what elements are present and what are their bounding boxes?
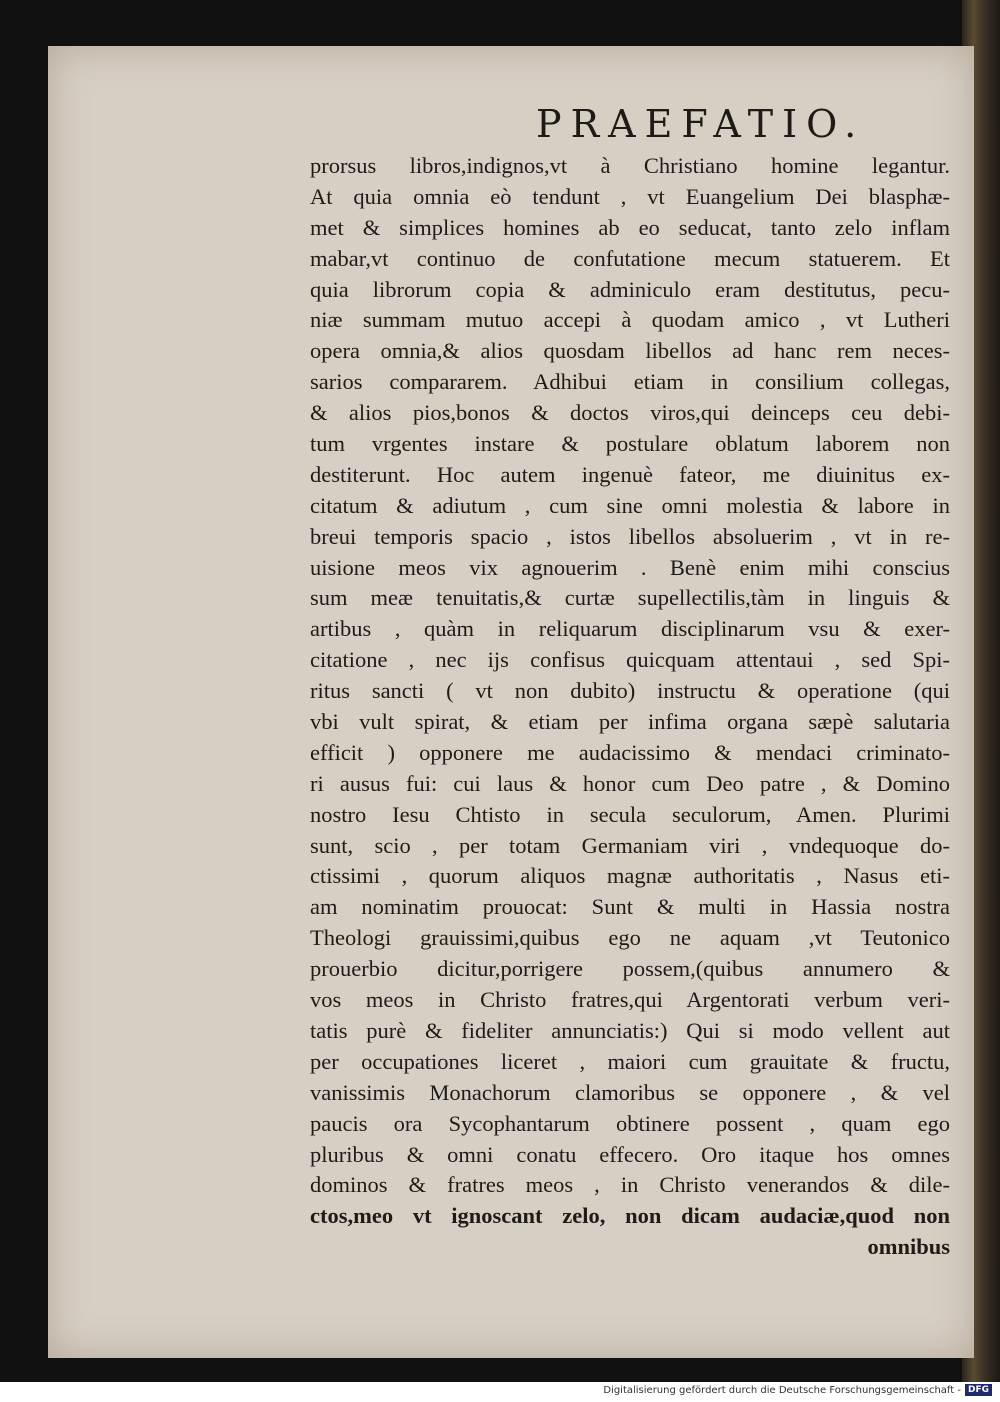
text-line: At quia omnia eò tendunt , vt Euangelium Dei blasphæ- — [310, 183, 950, 209]
text-line: met & simplices homines ab eo seducat, tanto zelo inflam — [310, 214, 950, 240]
text-line: ritus sancti ( vt non dubito) instructu & operatione (qui — [310, 678, 950, 704]
text-line: uisione meos vix agnouerim . Benè enim mihi conscius — [310, 554, 950, 580]
digitization-credit — [603, 1384, 992, 1396]
text-line: per occupationes liceret , maiori cum grauitate & fructu, — [310, 1048, 950, 1074]
text-line: ctos,meo vt ignoscant zelo, non dicam audaciæ,quod non — [310, 1203, 950, 1229]
text-line: efficit ) opponere me audacissimo & mendaci criminato- — [310, 739, 950, 765]
text-line: citatione , nec ijs confisus quicquam attentaui , sed Spi- — [310, 647, 950, 673]
text-line: & alios pios,bonos & doctos viros,qui deinceps ceu debi- — [310, 400, 950, 426]
text-line: prouerbio dicitur,porrigere possem,(quibus annumero & — [310, 956, 950, 982]
text-line: vanissimis Monachorum clamoribus se opponere , & vel — [310, 1079, 950, 1105]
credit-text: Digitalisierung gefördert durch die Deutsche Forschungsgemeinschaft - — [603, 1384, 961, 1396]
text-line: ri ausus fui: cui laus & honor cum Deo patre , & Domino — [310, 770, 950, 796]
book-page — [48, 46, 974, 1358]
catchword: omnibus — [867, 1234, 950, 1260]
text-line: niæ summam mutuo accepi à quodam amico , vt Lutheri — [310, 307, 950, 333]
text-line: prorsus libros,indignos,vt à Christiano homine legantur. — [310, 153, 950, 178]
text-line: pluribus & omni conatu effecero. Oro itaque hos omnes — [310, 1141, 950, 1167]
text-line: ctissimi , quorum aliquos magnæ authoritatis , Nasus eti- — [310, 863, 950, 889]
text-line: mabar,vt continuo de confutatione mecum statuerem. Et — [310, 245, 950, 271]
text-line: Theologi grauissimi,quibus ego ne aquam ,vt Teutonico — [310, 925, 950, 951]
text-line: sum meæ tenuitatis,& curtæ supellectilis,tàm in linguis & — [310, 585, 950, 611]
text-line: dominos & fratres meos , in Christo venerandos & dile- — [310, 1172, 950, 1198]
text-line: tum vrgentes instare & postulare oblatum laborem non — [310, 431, 950, 457]
text-line: vos meos in Christo fratres,qui Argentorati verbum veri- — [310, 987, 950, 1013]
text-line: breui temporis spacio , istos libellos absoluerim , vt in re- — [310, 523, 950, 549]
text-line: citatum & adiutum , cum sine omni molestia & labore in — [310, 492, 950, 518]
text-line: sunt, scio , per totam Germaniam viri , vndequoque do- — [310, 832, 950, 858]
text-line: destiterunt. Hoc autem ingenuè fateor, me diuinitus ex- — [310, 461, 950, 487]
text-line: paucis ora Sycophantarum obtinere possent , quam ego — [310, 1110, 950, 1136]
text-line: nostro Iesu Chtisto in secula seculorum, Amen. Plurimi — [310, 801, 950, 827]
text-line: vbi vult spirat, & etiam per infima organa sæpè salutaria — [310, 709, 950, 735]
text-line: artibus , quàm in reliquarum disciplinarum vsu & exer- — [310, 616, 950, 642]
text-line: tatis purè & fideliter annunciatis:) Qui si modo vellent aut — [310, 1017, 950, 1043]
body-text — [310, 151, 950, 1263]
text-line: sarios compararem. Adhibui etiam in consilium collegas, — [310, 369, 950, 395]
running-head: PRAEFATIO. — [536, 102, 866, 146]
text-line: quia librorum copia & adminiculo eram destitutus, pecu- — [310, 276, 950, 302]
text-line: am nominatim prouocat: Sunt & multi in Hassia nostra — [310, 894, 950, 920]
text-line: opera omnia,& alios quosdam libellos ad hanc rem neces- — [310, 338, 950, 364]
dfg-logo: DFG — [965, 1384, 992, 1396]
